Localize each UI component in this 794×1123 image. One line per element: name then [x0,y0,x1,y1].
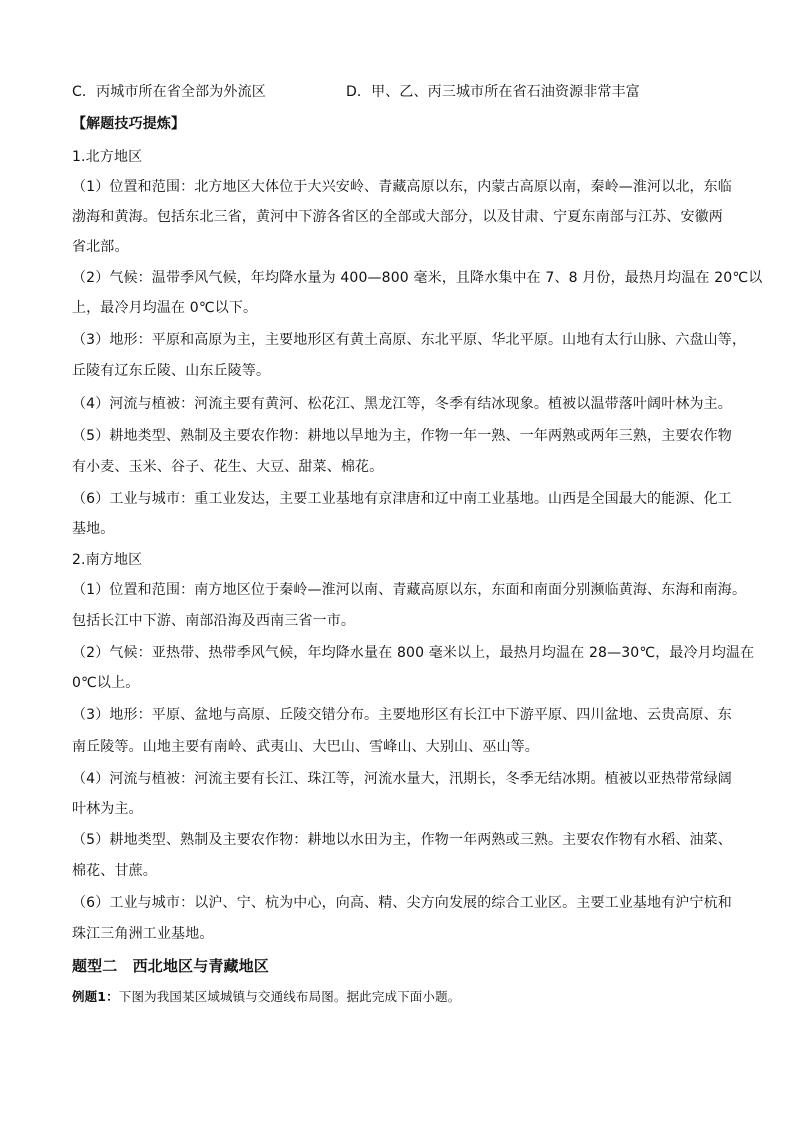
example-question [72,987,460,1007]
north-line: （4）河流与植被：河流主要有黄河、松花江、黑龙江等，冬季有结冰现象。植被以温带落叶阔叶林为主。 [72,396,732,412]
south-title: 2.南方地区 [72,552,143,568]
south-line: 包括长江中下游、南部沿海及西南三省一市。 [72,613,355,629]
north-line: （6）工业与城市：重工业发达，主要工业基地有京津唐和辽中南工业基地。山西是全国最大的能源、化工 [72,491,732,507]
south-line: 珠江三角洲工业基地。 [72,926,214,942]
north-line: 省北部。 [72,239,129,255]
tips-heading: 【解题技巧提炼】 [72,116,186,132]
north-line: 上，最冷月均温在 0℃以下。 [72,300,258,316]
south-line: （5）耕地类型、熟制及主要农作物：耕地以水田为主，作物一年两熟或三熟。主要农作物有水稻、油菜、 [72,832,732,848]
south-line: （4）河流与植被：河流主要有长江、珠江等，河流水量大，汛期长，冬季无结冰期。植被以亚热带常绿阔 [72,771,732,787]
north-line: 渤海和黄海。包括东北三省，黄河中下游各省区的全部或大部分，以及甘肃、宁夏东南部与江苏、安徽两 [72,209,723,225]
north-line: 有小麦、玉米、谷子、花生、大豆、甜菜、棉花。 [72,459,384,475]
north-line: （3）地形：平原和高原为主，主要地形区有黄土高原、东北平原、华北平原。山地有太行山脉、六盘山等， [72,332,747,348]
south-line: （2）气候：亚热带、热带季风气候，年均降水量在 800 毫米以上，最热月均温在 28—30℃，最冷月均温在 [72,645,755,661]
north-line: （1）位置和范围：北方地区大体位于大兴安岭、青藏高原以东，内蒙古高原以南，秦岭—淮河以北，东临 [72,179,732,195]
north-title: 1.北方地区 [72,149,143,165]
section-title: 题型二 西北地区与青藏地区 [72,957,269,975]
north-line: 基地。 [72,521,115,537]
north-line: （2）气候：温带季风气候，年均降水量为 400—800 毫米，且降水集中在 7、8 月份，最热月均温在 20℃以 [72,270,763,286]
south-line: 叶林为主。 [72,801,143,817]
south-line: 棉花、甘蔗。 [72,863,157,879]
option-c: C．丙城市所在省全部为外流区 [72,84,266,100]
south-line: （1）位置和范围：南方地区位于秦岭—淮河以南、青藏高原以东，东面和南面分别濒临黄海、东海和南海。 [72,582,747,598]
example-label: 例题1： [72,989,119,1004]
north-line: 丘陵有辽东丘陵、山东丘陵等。 [72,363,271,379]
south-line: （6）工业与城市：以沪、宁、杭为中心，向高、精、尖方向发展的综合工业区。主要工业基地有沪宁杭和 [72,895,732,911]
example-text: 下图为我国某区域城镇与交通线布局图。据此完成下面小题。 [118,989,461,1004]
south-line: 南丘陵等。山地主要有南岭、武夷山、大巴山、雪峰山、大别山、巫山等。 [72,739,539,755]
south-line: 0℃以上。 [72,675,140,691]
option-d: D．甲、乙、丙三城市所在省石油资源非常丰富 [346,84,640,100]
north-line: （5）耕地类型、熟制及主要农作物：耕地以旱地为主，作物一年一熟、一年两熟或两年三熟，主要农作物 [72,428,732,444]
south-line: （3）地形：平原、盆地与高原、丘陵交错分布。主要地形区有长江中下游平原、四川盆地、云贵高原、东 [72,707,732,723]
